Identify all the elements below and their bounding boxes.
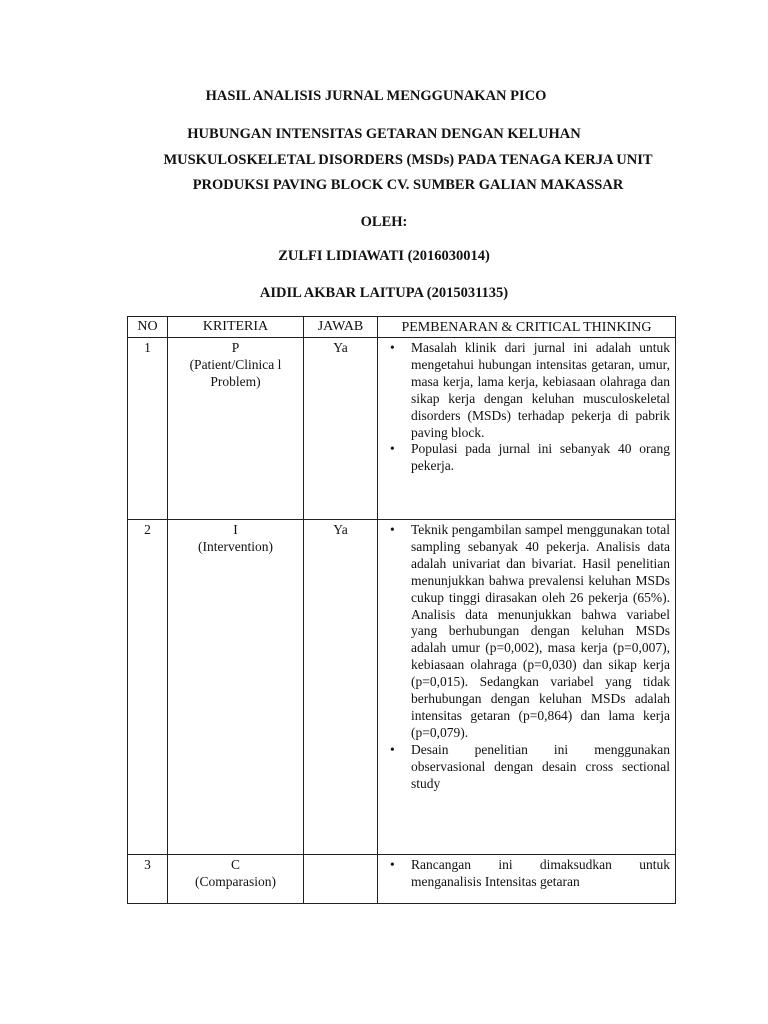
table-row <box>128 338 676 520</box>
header-kriteria: KRITERIA <box>168 317 304 338</box>
table-header-row <box>128 317 676 338</box>
row-number: 2 <box>128 520 168 855</box>
criteria-code: P <box>231 340 240 355</box>
bullet-point: • Masalah klinik dari jurnal ini adalah untuk mengetahui hubungan intensitas getaran, umur, masa kerja, lama kerja, kebiasaan olahraga dan sikap kerja dengan keluhan musculoskeletal disorders (MSDs) terhadap pekerja di pabrik paving block. <box>411 340 670 441</box>
criteria-cell <box>168 338 304 520</box>
table-row <box>128 855 676 904</box>
journal-title-line-2: MUSKULOSKELETAL DISORDERS (MSDs) PADA TENAGA KERJA UNIT <box>163 152 653 168</box>
criteria-description: (Comparasion) <box>195 873 276 889</box>
criteria-code: C <box>230 857 240 872</box>
row-number: 3 <box>128 855 168 904</box>
justification-cell <box>378 338 676 520</box>
criteria-description: (Intervention) <box>198 538 273 554</box>
bullet-point: • Rancangan ini dimaksudkan untuk menganalisis Intensitas getaran <box>411 857 670 891</box>
bullet-list <box>383 857 670 891</box>
bullet-point: • Desain penelitian ini menggunakan observasional dengan desain cross sectional study <box>411 742 670 793</box>
criteria-description: (Patient/Clinica l Problem) <box>189 356 282 389</box>
justification-cell <box>378 855 676 904</box>
journal-title-line-1: HUBUNGAN INTENSITAS GETARAN DENGAN KELUHAN <box>187 126 581 142</box>
criteria-code: I <box>233 522 238 537</box>
bullet-point: • Teknik pengambilan sampel menggunakan total sampling sebanyak 40 pekerja. Analisis data adalah univariat dan bivariat. Hasil penelitian menunjukkan bahwa prevalensi keluhan MSDs cukup tinggi dirasakan oleh 26 pekerja (65%). Analisis data menunjukkan bahwa variabel yang berhubungan dengan keluhan MSDs adalah umur (p=0,002), masa kerja (p=0,007), kebiasaan olahraga (p=0,030) dan sikap kerja (p=0,015). Sedangkan variabel yang tidak berhubungan dengan keluhan MSDs adalah intensitas getaran (p=0,864) dan lama kerja (p=0,079). <box>411 522 670 742</box>
document-title: HASIL ANALISIS JURNAL MENGGUNAKAN PICO <box>205 88 547 104</box>
header-jawab: JAWAB <box>304 317 378 338</box>
criteria-cell <box>168 520 304 855</box>
pico-table <box>127 316 676 904</box>
journal-title-line-3: PRODUKSI PAVING BLOCK CV. SUMBER GALIAN MAKASSAR <box>192 177 624 193</box>
bullet-point: • Populasi pada jurnal ini sebanyak 40 orang pekerja. <box>411 441 670 475</box>
bullet-list <box>383 522 670 793</box>
answer-cell: Ya <box>304 520 378 855</box>
row-number: 1 <box>128 338 168 520</box>
justification-cell <box>378 520 676 855</box>
criteria-cell <box>168 855 304 904</box>
author-2: AIDIL AKBAR LAITUPA (2015031135) <box>259 285 509 301</box>
answer-cell: Ya <box>304 338 378 520</box>
answer-cell <box>304 855 378 904</box>
bullet-list <box>383 340 670 475</box>
header-no: NO <box>128 317 168 338</box>
author-1: ZULFI LIDIAWATI (2016030014) <box>278 248 490 264</box>
table-row <box>128 520 676 855</box>
by-label: OLEH: <box>360 214 408 230</box>
header-pembenaran: PEMBENARAN & CRITICAL THINKING <box>378 317 676 338</box>
